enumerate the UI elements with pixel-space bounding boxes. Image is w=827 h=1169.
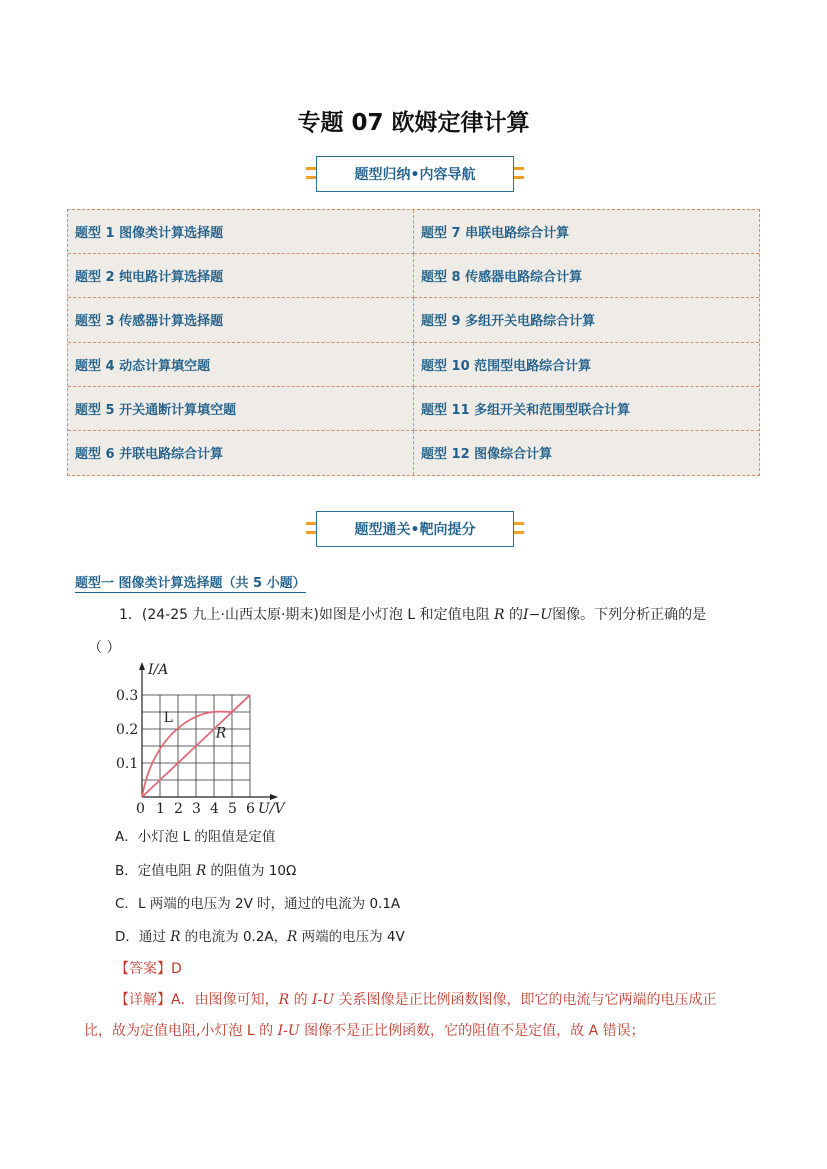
nav-item[interactable]: 题型 2 纯电路计算选择题	[68, 254, 414, 298]
option-text: 两端的电压为 4V	[297, 929, 405, 945]
option-label: D．	[115, 929, 139, 945]
nav-item[interactable]: 题型 1 图像类计算选择题	[68, 210, 414, 254]
nav-item[interactable]: 题型 12 图像综合计算	[421, 447, 553, 463]
answer-blank: （ ）	[88, 640, 121, 656]
x-tick-label: 1	[156, 801, 165, 817]
section-heading[interactable]: 题型一 图像类计算选择题（共 5 小题）	[75, 572, 306, 593]
var-r: R	[196, 863, 207, 879]
explanation-text: A．由图像可知，	[171, 992, 279, 1008]
x-axis-label: U/V	[258, 801, 285, 817]
x-axis-arrow	[270, 794, 278, 800]
explanation-head: 【详解】	[115, 992, 171, 1008]
explanation-text: 的	[289, 992, 313, 1008]
nav-item[interactable]: 题型 6 并联电路综合计算	[68, 431, 414, 475]
y-axis-label: I/A	[148, 662, 169, 678]
option-d[interactable]	[115, 925, 405, 945]
question-number: 1．	[119, 607, 142, 623]
banner-practice-label: 题型通关•靶向提分	[316, 511, 514, 547]
option-a[interactable]	[115, 825, 275, 845]
iu-chart	[112, 660, 297, 820]
option-label: B．	[115, 863, 138, 879]
option-label: A．	[115, 829, 138, 845]
nav-item[interactable]: 题型 3 传感器计算选择题	[68, 298, 414, 342]
series-l-label: L	[163, 710, 173, 727]
var-iu: I−U	[523, 607, 553, 623]
var-r: R	[494, 607, 505, 623]
y-axis-arrow	[139, 662, 145, 670]
option-text: 的阻值为 10Ω	[206, 863, 297, 879]
var-r: R	[170, 929, 181, 945]
explanation-text: 图像不是正比例函数，它的阻值不是定值，故 A 错误；	[299, 1023, 645, 1039]
question-text: 的	[504, 607, 524, 623]
question-1	[119, 604, 706, 624]
y-tick-label: 0.1	[116, 756, 139, 772]
nav-item[interactable]: 题型 4 动态计算填空题	[68, 343, 414, 387]
nav-item[interactable]: 题型 10 范围型电路综合计算	[414, 343, 759, 387]
banner-practice	[300, 511, 530, 547]
x-tick-label: 4	[210, 801, 219, 817]
explanation-line-1	[115, 985, 717, 1015]
banner-nav-label: 题型归纳•内容导航	[316, 156, 514, 192]
nav-item[interactable]: 题型 8 传感器电路综合计算	[414, 254, 759, 298]
y-tick-label: 0.3	[116, 688, 139, 704]
var-iu: I-U	[312, 992, 335, 1008]
series-r-label: R	[215, 725, 227, 742]
nav-table	[67, 209, 760, 476]
nav-item[interactable]: 题型 5 开关通断计算填空题	[68, 387, 414, 431]
option-text: 的电流为 0.2A，	[180, 929, 288, 945]
option-b[interactable]	[115, 859, 296, 879]
explanation-text: 比，故为定值电阻,小灯泡 L 的	[84, 1023, 278, 1039]
option-text: L 两端的电压为 2V 时，通过的电流为 0.1A	[137, 896, 401, 912]
option-text: 通过	[138, 929, 171, 945]
nav-item[interactable]: 题型 11 多组开关和范围型联合计算	[414, 387, 759, 431]
option-text: 小灯泡 L 的阻值是定值	[137, 829, 276, 845]
banner-nav	[300, 156, 530, 192]
var-r: R	[287, 929, 298, 945]
y-tick-label: 0.2	[116, 722, 139, 738]
answer: 【答案】D	[115, 961, 182, 977]
explanation-line-2	[84, 1016, 645, 1046]
x-tick-label: 5	[228, 801, 237, 817]
x-tick-label: 0	[136, 801, 145, 817]
question-text: 图像。下列分析正确的是	[552, 607, 707, 623]
nav-item[interactable]: 题型 7 串联电路综合计算	[414, 210, 759, 254]
option-label: C．	[115, 896, 138, 912]
x-tick-label: 2	[174, 801, 183, 817]
option-text: 定值电阻	[137, 863, 197, 879]
option-c[interactable]	[115, 892, 400, 912]
var-iu: I-U	[277, 1023, 300, 1039]
page-title: 专题 07 欧姆定律计算	[297, 110, 530, 136]
nav-item[interactable]: 题型 9 多组开关电路综合计算	[414, 298, 759, 342]
question-text: 如图是小灯泡 L 和定值电阻	[318, 607, 495, 623]
x-tick-label: 6	[246, 801, 255, 817]
explanation-text: 关系图像是正比例函数图像，即它的电流与它两端的电压成正	[334, 992, 717, 1008]
var-r: R	[278, 992, 290, 1008]
x-tick-label: 3	[192, 801, 201, 817]
question-source: (24-25 九上·山西太原·期末)	[141, 607, 319, 623]
